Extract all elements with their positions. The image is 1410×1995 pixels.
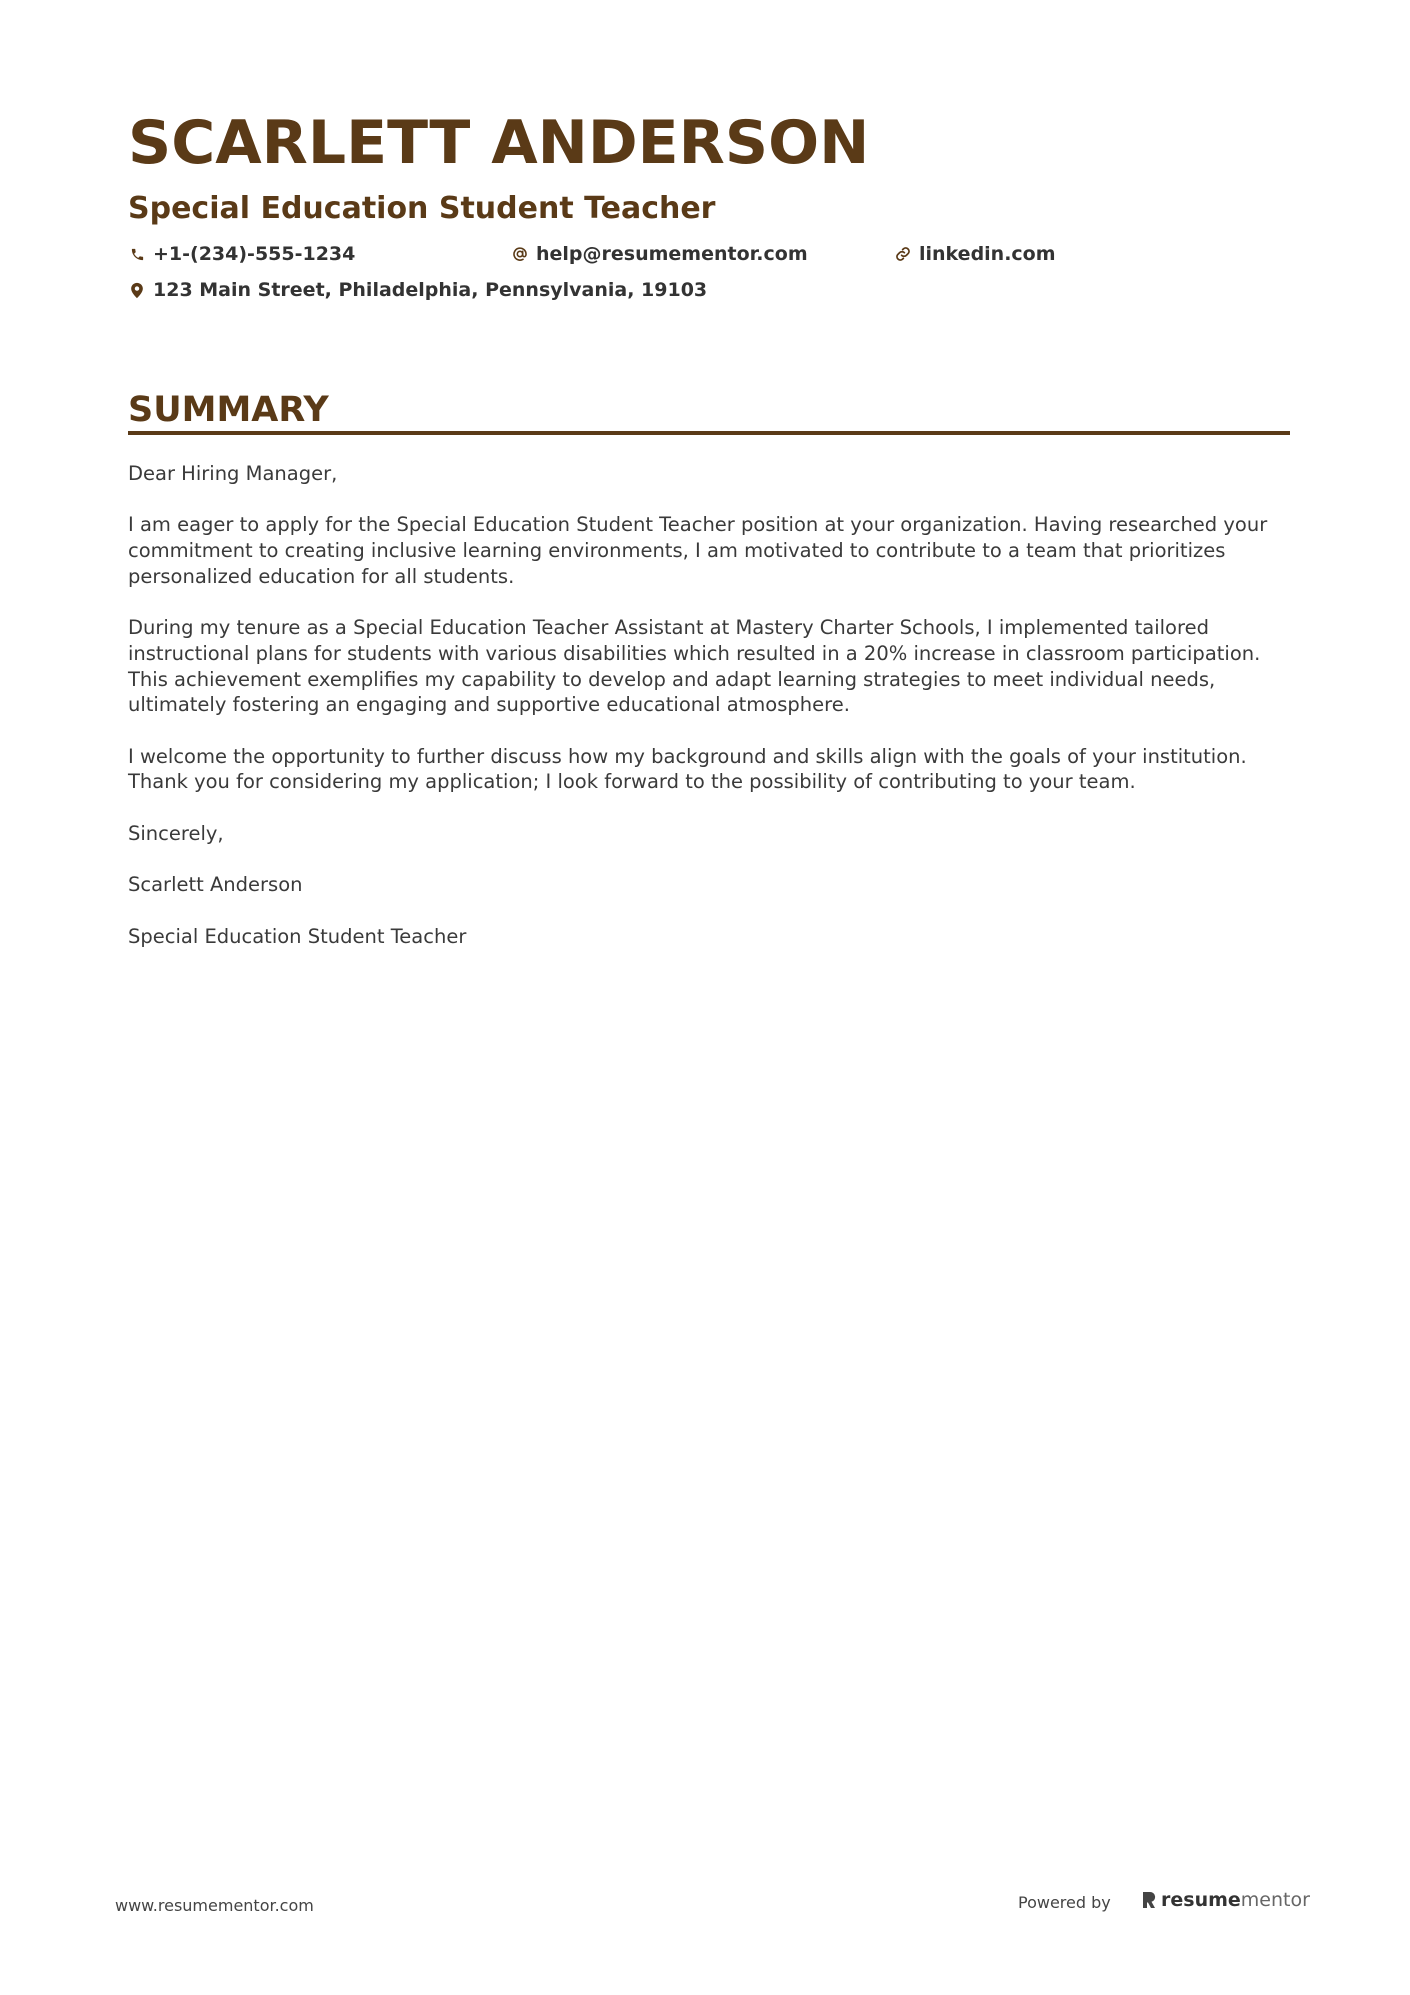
- contact-email: [511, 243, 808, 265]
- section-title-summary: SUMMARY: [128, 390, 329, 430]
- phone-text: +1-(234)-555-1234: [153, 243, 356, 265]
- section-divider: [128, 431, 1290, 435]
- signature-title: Special Education Student Teacher: [128, 924, 467, 948]
- address-text: 123 Main Street, Philadelphia, Pennsylvania, 19103: [153, 279, 708, 301]
- email-text[interactable]: help@resumementor.com: [536, 243, 808, 265]
- candidate-name: SCARLETT ANDERSON: [128, 108, 870, 178]
- link-icon: [894, 245, 912, 263]
- letter-paragraph: I am eager to apply for the Special Education Student Teacher position at your organization. Having researched your commitment to creating inclusive learning environments, I am motivated to contribute to a team that prioritizes personalized education for all students.: [128, 513, 1268, 588]
- contact-linkedin: [894, 243, 1056, 265]
- contact-phone: [128, 243, 355, 265]
- footer-website-link[interactable]: www.resumementor.com: [115, 1896, 314, 1915]
- brand-name-part1: resume: [1161, 1889, 1241, 1911]
- linkedin-text[interactable]: linkedin.com: [919, 243, 1056, 265]
- job-title: Special Education Student Teacher: [128, 191, 716, 226]
- at-icon: [511, 245, 529, 263]
- signature-name: Scarlett Anderson: [128, 873, 303, 897]
- brand-logo[interactable]: [1141, 1889, 1310, 1911]
- letter-paragraph: I welcome the opportunity to further discuss how my background and skills align with the goals of your institution. Thank you for considering my application; I look forward to the possibility of contributing to your team.: [128, 744, 1247, 794]
- powered-by-label: Powered by: [1018, 1893, 1111, 1912]
- letter-body: [128, 461, 1290, 975]
- contact-address: [128, 279, 707, 301]
- phone-icon: [128, 245, 146, 263]
- brand-logo-icon: [1141, 1890, 1157, 1910]
- letter-greeting: Dear Hiring Manager,: [128, 462, 338, 485]
- letter-closing: Sincerely,: [128, 821, 224, 845]
- brand-name-part2: mentor: [1240, 1889, 1310, 1911]
- letter-paragraph: During my tenure as a Special Education Teacher Assistant at Mastery Charter Schools, I implemented tailored instructional plans for students with various disabilities which resulted in a 20% increase in classroom participation. This achievement exemplifies my capability to develop and adapt learning strategies to meet individual needs, ultimately fostering an engaging and supportive educational atmosphere.: [128, 616, 1261, 717]
- map-pin-icon: [128, 281, 146, 299]
